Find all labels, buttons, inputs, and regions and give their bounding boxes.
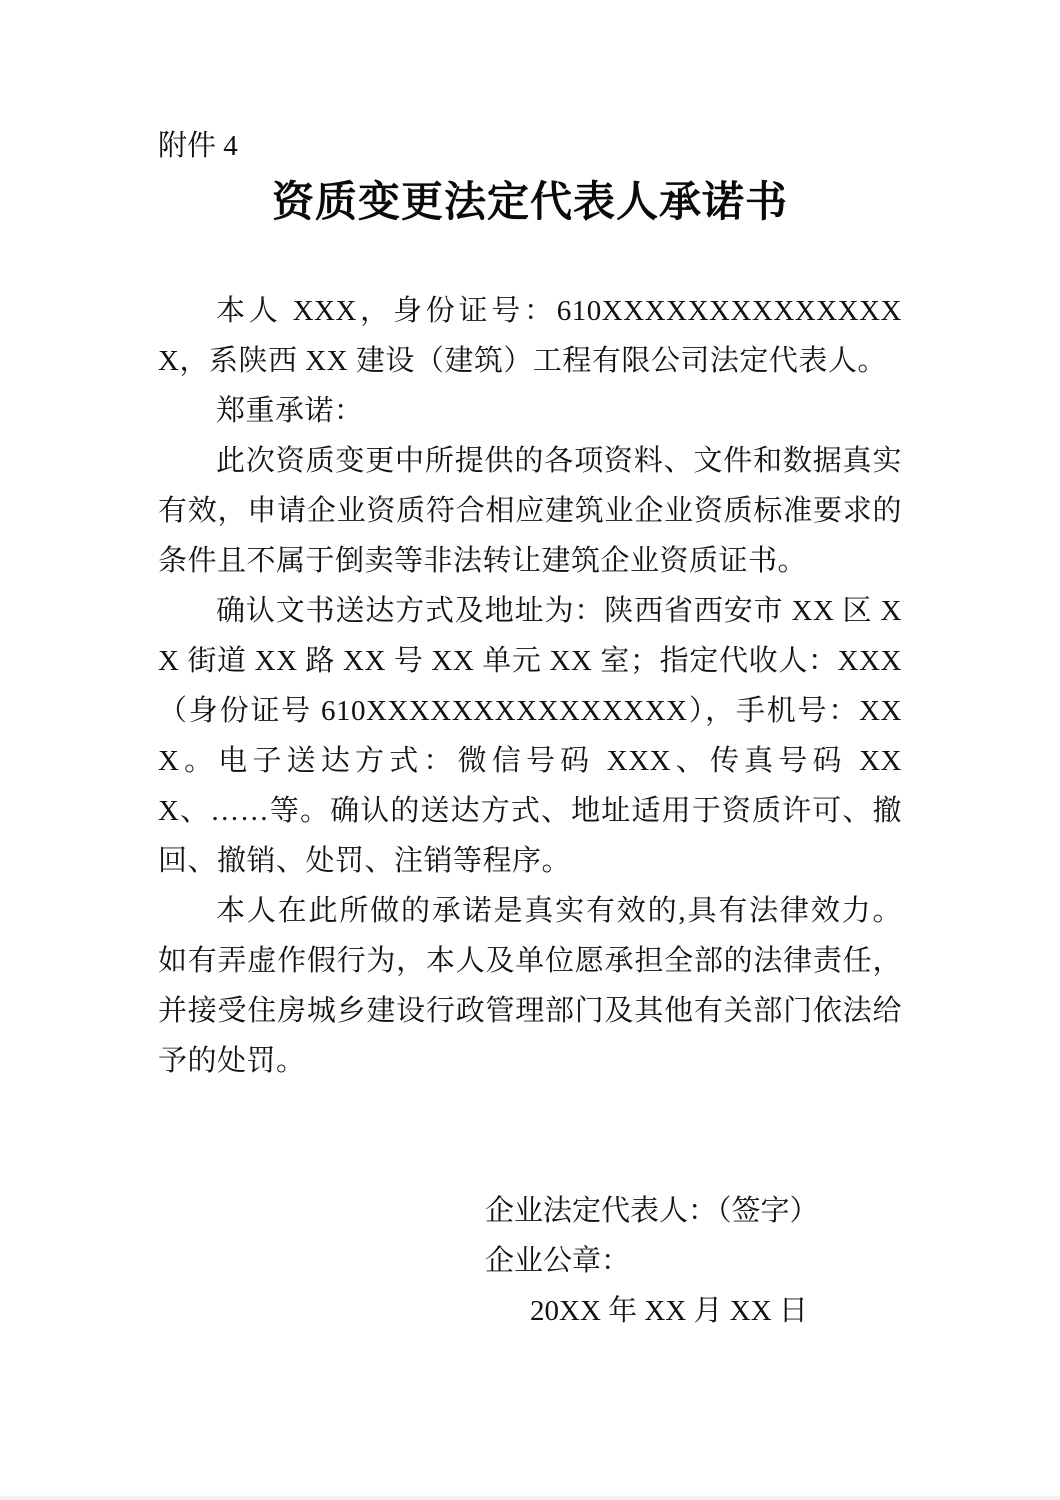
document-body	[158, 286, 902, 1086]
signature-legal-representative: 企业法定代表人：（签字）	[485, 1195, 819, 1227]
paragraph-legal-effect: 本人在此所做的承诺是真实有效的,具有法律效力。如有弄虚作假行为，本人及单位愿承担全部的法律责任，并接受住房城乡建设行政管理部门及其他有关部门依法给予的处罚。	[158, 895, 902, 1077]
paragraph-delivery-address: 确认文书送达方式及地址为：陕西省西安市 XX 区 XX 街道 XX 路 XX 号 XX 单元 XX 室；指定代收人：XXX（身份证号 610XXXXXXXXXXXXXXX），手机号：XXX。电子送达方式：微信号码 XXX、传真号码 XXX、……等。确认的送达方式、地址适用于资质许可、撤回、撤销、处罚、注销等程序。	[158, 595, 902, 877]
paragraph-promise-heading: 郑重承诺：	[216, 395, 364, 427]
signature-company-seal: 企业公章：	[485, 1245, 631, 1277]
signature-block	[158, 1186, 902, 1336]
paragraph-identity: 本人 XXX，身份证号：610XXXXXXXXXXXXXXX，系陕西 XX 建设（建筑）工程有限公司法定代表人。	[158, 295, 902, 377]
paragraph-authenticity: 此次资质变更中所提供的各项资料、文件和数据真实有效，申请企业资质符合相应建筑业企业资质标准要求的条件且不属于倒卖等非法转让建筑企业资质证书。	[158, 445, 902, 577]
page-bottom-edge	[0, 1496, 1060, 1500]
document-title: 资质变更法定代表人承诺书	[271, 180, 788, 226]
attachment-label: 附件 4	[158, 130, 238, 162]
signature-date: 20XX 年 XX 月 XX 日	[530, 1295, 808, 1327]
